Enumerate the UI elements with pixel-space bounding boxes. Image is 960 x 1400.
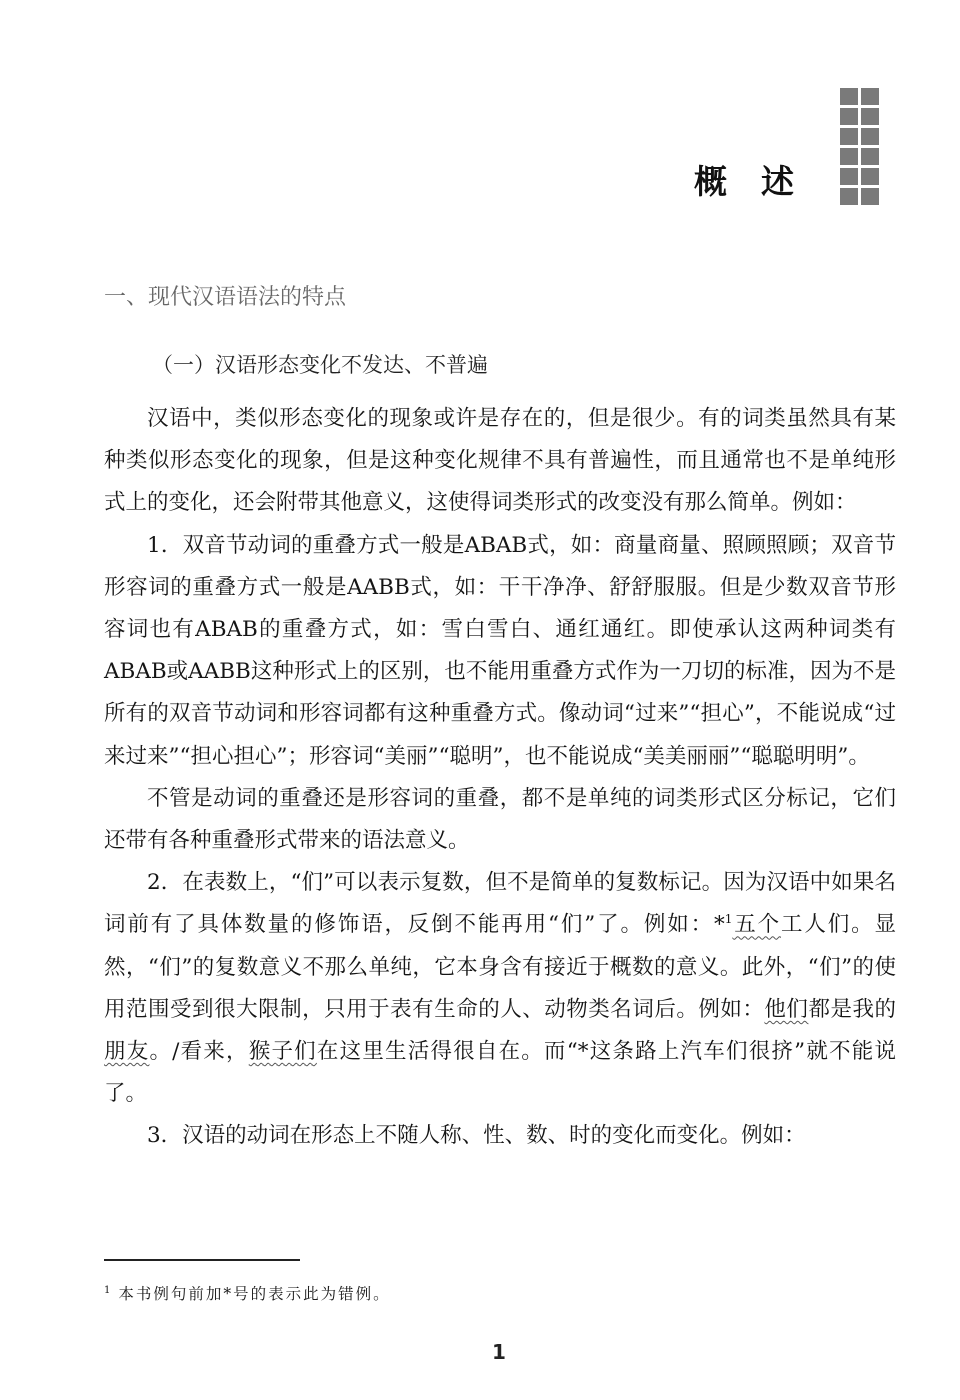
- footnote-ref: 1: [724, 912, 733, 927]
- grid-square: [861, 128, 879, 145]
- text-run: 工人们。显然，“们”的复数意义不那么单纯，它本身含有接近于概数的意义。此外，“们”的使用范围受到很大限制，只用于表有生命的人、动物类名词后。例如：: [104, 912, 896, 1022]
- footnote-marker: 1: [104, 1284, 113, 1296]
- example-underline: 猴子们: [248, 1039, 317, 1065]
- text-run: 在这里生活得很自在。而“*这条路上汽车们很挤”就不能说了。: [104, 1039, 896, 1107]
- example-underline: 朋友: [104, 1039, 150, 1065]
- paragraph-point-1-note: 不管是动词的重叠还是形容词的重叠，都不是单纯的词类形式区分标记，它们还带有各种重叠形式带来的语法意义。: [104, 785, 896, 854]
- page-number: 1: [492, 1340, 506, 1364]
- paragraph-point-1: 1．双音节动词的重叠方式一般是ABAB式，如：商量商量、照顾照顾；双音节形容词的重叠方式一般是AABB式，如：干干净净、舒舒服服。但是少数双音节形容词也有ABAB的重叠方式，如：雪白雪白、通红通红。即使承认这两种词类有ABAB或AABB这种形式上的区别，也不能用重叠方式作为一刀切的标准，因为不是所有的双音节动词和形容词都有这种重叠方式。像动词“过来”“担心”，不能说成“过来过来”“担心担心”；形容词“美丽”“聪明”，也不能说成“美美丽丽”“聪聪明明”。: [104, 532, 896, 769]
- example-underline: 五个: [732, 912, 781, 938]
- footnote-divider: [104, 1259, 300, 1261]
- footnote: [104, 1282, 391, 1304]
- grid-square: [861, 188, 879, 205]
- sub-heading: （一）汉语形态变化不发达、不普遍: [152, 353, 488, 377]
- chapter-grid-decoration: [840, 88, 879, 205]
- grid-square: [840, 108, 858, 125]
- grid-square: [840, 128, 858, 145]
- example-underline: 他们: [764, 996, 809, 1022]
- grid-square: [840, 168, 858, 185]
- grid-square: [861, 108, 879, 125]
- footnote-text: 本书例句前加*号的表示此为错例。: [118, 1285, 391, 1303]
- chapter-title-char-1: 概: [694, 162, 727, 201]
- paragraph-point-2: [104, 862, 896, 1115]
- chapter-title-char-2: 述: [761, 162, 794, 201]
- grid-square: [840, 148, 858, 165]
- grid-square: [840, 88, 858, 105]
- chapter-title: [694, 156, 794, 203]
- grid-square: [861, 88, 879, 105]
- text-run: 2．在表数上，“们”可以表示复数，但不是简单的复数标记。因为汉语中如果名词前有了具体数量的修饰语，反倒不能再用“们”了。例如：*: [104, 870, 896, 938]
- grid-square: [840, 188, 858, 205]
- text-run: 。/看来，: [149, 1039, 249, 1065]
- body-text: [104, 398, 896, 1158]
- grid-square: [861, 148, 879, 165]
- section-heading: 一、现代汉语语法的特点: [104, 285, 347, 310]
- grid-square: [861, 168, 879, 185]
- text-run: 都是我的: [808, 996, 896, 1022]
- paragraph-intro: 汉语中，类似形态变化的现象或许是存在的，但是很少。有的词类虽然具有某种类似形态变化的现象，但是这种变化规律不具有普遍性，而且通常也不是单纯形式上的变化，还会附带其他意义，这使得词类形式的改变没有那么简单。例如：: [104, 406, 896, 516]
- paragraph-point-3: 3．汉语的动词在形态上不随人称、性、数、时的变化而变化。例如：: [147, 1123, 806, 1149]
